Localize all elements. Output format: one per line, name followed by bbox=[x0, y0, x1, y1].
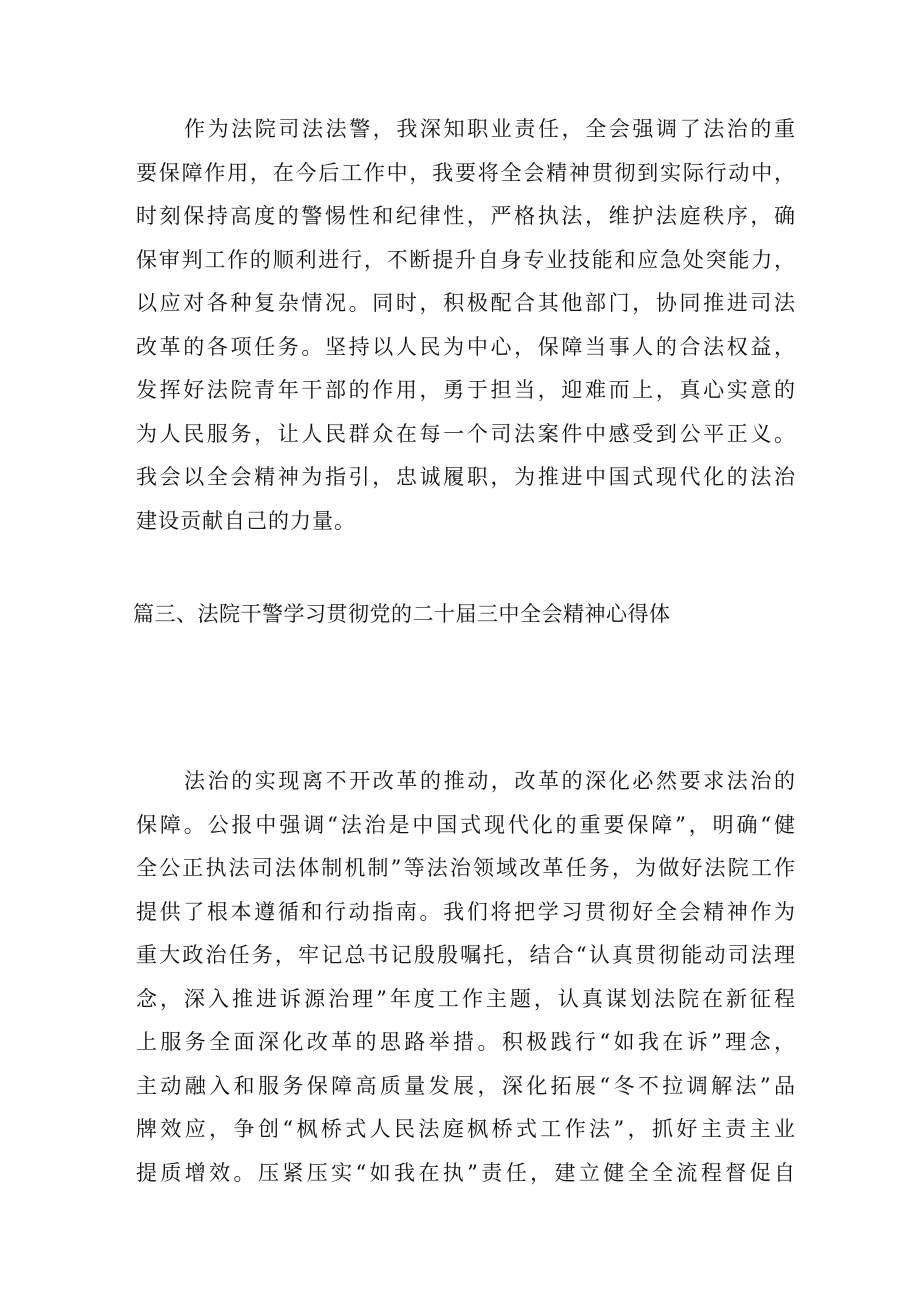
text-line: 发挥好法院青年干部的作用，勇于担当，迎难而上，真心实意的 bbox=[136, 378, 796, 402]
text-line: 主动融入和服务保障高质量发展，深化拓展“冬不拉调解法”品 bbox=[136, 1073, 796, 1098]
section-heading: 篇三、法院干警学习贯彻党的二十届三中全会精神心得体 bbox=[133, 602, 671, 626]
text-line: 牌效应，争创“枫桥式人民法庭枫桥式工作法”，抓好主责主业 bbox=[136, 1117, 796, 1141]
paragraph-rule-of-law-reform bbox=[136, 760, 796, 1195]
text-line: 为人民服务，让人民群众在每一个司法案件中感受到公平正义。 bbox=[136, 421, 796, 446]
text-line: 法治的实现离不开改革的推动，改革的深化必然要求法治的 bbox=[184, 769, 796, 793]
text-line: 改革的各项任务。坚持以人民为中心，保障当事人的合法权益， bbox=[136, 334, 796, 359]
text-line: 要保障作用，在今后工作中，我要将全会精神贯彻到实际行动中， bbox=[136, 160, 796, 185]
text-line: 全公正执法司法体制机制”等法治领域改革任务，为做好法院工作 bbox=[136, 856, 796, 880]
text-line: 作为法院司法法警，我深知职业责任，全会强调了法治的重 bbox=[184, 117, 796, 141]
text-line: 我会以全会精神为指引，忠诚履职，为推进中国式现代化的法治 bbox=[136, 465, 796, 489]
text-line: 保审判工作的顺利进行，不断提升自身专业技能和应急处突能力， bbox=[136, 247, 796, 272]
paragraph-judicial-police bbox=[136, 108, 796, 543]
text-line: 时刻保持高度的警惕性和纪律性，严格执法，维护法庭秩序，确 bbox=[136, 204, 796, 228]
text-line: 提质增效。压紧压实“如我在执”责任，建立健全全流程督促自 bbox=[136, 1160, 796, 1185]
text-line: 重大政治任务，牢记总书记殷殷嘱托，结合“认真贯彻能动司法理 bbox=[136, 943, 796, 967]
text-line: 以应对各种复杂情况。同时，积极配合其他部门，协同推进司法 bbox=[136, 291, 796, 315]
text-line: 提供了根本遵循和行动指南。我们将把学习贯彻好全会精神作为 bbox=[136, 899, 796, 924]
text-line: 保障。公报中强调“法治是中国式现代化的重要保障”，明确“健 bbox=[136, 812, 796, 837]
text-line: 建设贡献自己的力量。 bbox=[136, 508, 356, 533]
text-line: 上服务全面深化改革的思路举措。积极践行“如我在诉”理念， bbox=[136, 1030, 796, 1054]
text-line: 念，深入推进诉源治理”年度工作主题，认真谋划法院在新征程 bbox=[136, 986, 796, 1011]
